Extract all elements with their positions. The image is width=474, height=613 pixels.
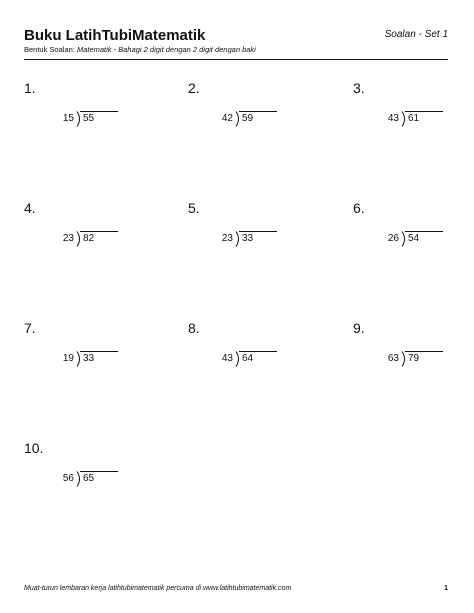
division-vinculum xyxy=(239,111,277,112)
divisor: 15 xyxy=(62,113,74,124)
division-bracket-icon xyxy=(400,111,408,127)
subtitle-value: Matematik - Bahagi 2 digit dengan 2 digit dengan baki xyxy=(76,45,256,54)
dividend: 33 xyxy=(83,353,95,364)
division-vinculum xyxy=(405,111,443,112)
division-bracket-icon xyxy=(75,471,83,487)
divisor: 23 xyxy=(62,233,74,244)
problem-6 xyxy=(353,200,473,270)
division-vinculum xyxy=(80,231,118,232)
problem-number: 1. xyxy=(24,80,36,96)
problem-2 xyxy=(188,80,308,150)
problem-8 xyxy=(188,320,308,390)
problem-number: 3. xyxy=(353,80,365,96)
problem-number: 2. xyxy=(188,80,200,96)
dividend: 61 xyxy=(408,113,420,124)
division-vinculum xyxy=(80,111,118,112)
divisor: 19 xyxy=(62,353,74,364)
problem-number: 9. xyxy=(353,320,365,336)
division-bracket-icon xyxy=(234,231,242,247)
divisor: 63 xyxy=(387,353,399,364)
dividend: 65 xyxy=(83,473,95,484)
divisor: 26 xyxy=(387,233,399,244)
divisor: 42 xyxy=(221,113,233,124)
problem-10 xyxy=(24,440,144,510)
division-vinculum xyxy=(239,231,277,232)
footer-text: Muat-turun lembaran kerja latihtubimatematik percuma di www.latihtubimatematik.com xyxy=(24,585,292,592)
problem-7 xyxy=(24,320,144,390)
dividend: 54 xyxy=(408,233,420,244)
problem-5 xyxy=(188,200,308,270)
dividend: 55 xyxy=(83,113,95,124)
division-bracket-icon xyxy=(234,351,242,367)
divisor: 23 xyxy=(221,233,233,244)
division-vinculum xyxy=(405,351,443,352)
problem-number: 5. xyxy=(188,200,200,216)
problem-3 xyxy=(353,80,473,150)
division-vinculum xyxy=(80,471,118,472)
set-label: Soalan - Set 1 xyxy=(384,29,448,40)
problem-9 xyxy=(353,320,473,390)
dividend: 64 xyxy=(242,353,254,364)
problem-1 xyxy=(24,80,144,150)
division-vinculum xyxy=(405,231,443,232)
dividend: 82 xyxy=(83,233,95,244)
problem-number: 6. xyxy=(353,200,365,216)
page-number: 1 xyxy=(444,585,448,592)
worksheet-subtitle xyxy=(24,45,256,54)
division-vinculum xyxy=(239,351,277,352)
header-divider xyxy=(24,59,448,60)
division-vinculum xyxy=(80,351,118,352)
problem-number: 8. xyxy=(188,320,200,336)
worksheet-title: Buku LatihTubiMatematik xyxy=(24,27,206,44)
problem-number: 4. xyxy=(24,200,36,216)
dividend: 79 xyxy=(408,353,420,364)
problem-number: 7. xyxy=(24,320,36,336)
dividend: 59 xyxy=(242,113,254,124)
division-bracket-icon xyxy=(75,111,83,127)
divisor: 56 xyxy=(62,473,74,484)
divisor: 43 xyxy=(387,113,399,124)
divisor: 43 xyxy=(221,353,233,364)
problem-4 xyxy=(24,200,144,270)
division-bracket-icon xyxy=(400,231,408,247)
division-bracket-icon xyxy=(75,231,83,247)
division-bracket-icon xyxy=(75,351,83,367)
problem-number: 10. xyxy=(24,440,44,456)
dividend: 33 xyxy=(242,233,254,244)
division-bracket-icon xyxy=(400,351,408,367)
division-bracket-icon xyxy=(234,111,242,127)
subtitle-prefix: Bentuk Soalan: xyxy=(24,45,75,54)
